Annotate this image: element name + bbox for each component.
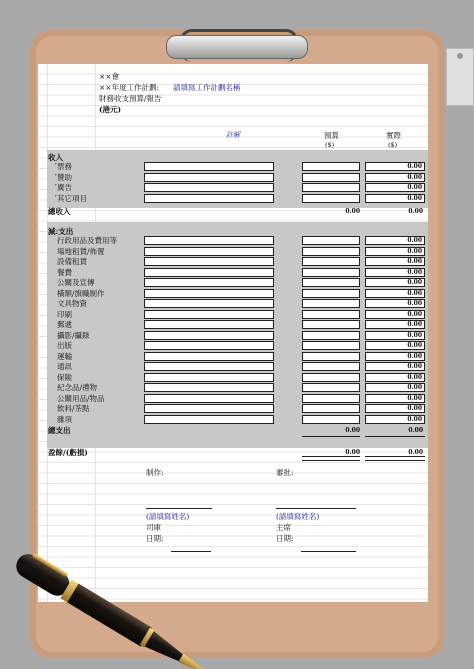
plan-prefix: ××年度工作計劃: xyxy=(99,83,160,92)
expense-budget-cell[interactable] xyxy=(302,341,360,350)
expense-actual-value: 0.00 xyxy=(407,373,422,381)
expense-budget-cell[interactable] xyxy=(302,289,360,298)
expense-budget-cell[interactable] xyxy=(302,268,360,277)
expense-budget-cell[interactable] xyxy=(302,383,360,392)
expense-actual-value: 0.00 xyxy=(407,394,422,402)
income-remark-cell[interactable] xyxy=(144,173,274,182)
currency-label: (港元) xyxy=(99,105,122,114)
role-treasurer: 司庫 xyxy=(146,523,161,532)
expense-remark-cell[interactable] xyxy=(144,320,274,329)
expense-budget-cell[interactable] xyxy=(302,247,360,256)
expense-remark-cell[interactable] xyxy=(144,404,274,413)
expense-budget-cell[interactable] xyxy=(302,320,360,329)
surplus-budget: 0.00 xyxy=(345,449,360,456)
expense-budget-cell[interactable] xyxy=(302,236,360,245)
expense-remark-cell[interactable] xyxy=(144,268,274,277)
report-title: 財務收支預算/報告 xyxy=(99,94,162,103)
income-heading: 收入 xyxy=(48,153,63,162)
expense-actual-value: 0.00 xyxy=(407,237,422,244)
expense-total-label: 總支出 xyxy=(48,426,71,435)
expense-actual-value: 0.00 xyxy=(407,342,422,349)
income-actual-value: 0.00 xyxy=(407,194,422,202)
budget-header: 預算 xyxy=(324,131,339,140)
expense-budget-cell[interactable] xyxy=(302,404,360,413)
date-right-line xyxy=(301,551,356,552)
expense-item-label: 郵遞 xyxy=(57,320,72,329)
surplus-budget-rule xyxy=(302,456,360,461)
date-left-line xyxy=(171,551,211,552)
surplus-actual-rule xyxy=(365,456,425,461)
expense-item-label: 公關用品/物品 xyxy=(57,393,105,403)
remark-header: 註解 xyxy=(226,131,240,139)
expense-item-label: 文具物資 xyxy=(57,299,87,308)
expense-actual-value: 0.00 xyxy=(407,363,422,370)
expense-item-label: 餐費 xyxy=(57,267,72,277)
income-actual-value: 0.00 xyxy=(407,163,422,170)
expense-item-label: 紀念品/禮物 xyxy=(57,383,98,392)
prepared-name-field[interactable]: (請填寫姓名) xyxy=(146,512,190,521)
income-remark-cell[interactable] xyxy=(144,183,274,192)
expense-item-label: 運輸 xyxy=(57,351,72,361)
actual-unit: ($) xyxy=(388,141,398,149)
income-budget-cell[interactable] xyxy=(302,194,360,203)
expense-actual-value: 0.00 xyxy=(407,300,422,307)
expense-remark-cell[interactable] xyxy=(144,415,274,424)
expense-item-label: 雜項 xyxy=(57,414,72,424)
expense-remark-cell[interactable] xyxy=(144,299,274,308)
income-remark-cell[interactable] xyxy=(144,162,274,171)
expense-total-budget-rule xyxy=(302,436,360,437)
expense-heading: 減:支出 xyxy=(48,227,74,236)
expense-item-label: 設備租賃 xyxy=(57,257,87,266)
income-actual-value: 0.00 xyxy=(407,173,422,181)
income-total-label: 總收入 xyxy=(48,207,71,216)
approved-signature-line xyxy=(276,508,356,509)
prepared-signature-line xyxy=(146,508,212,509)
expense-item-label: 飲料/茶點 xyxy=(57,404,90,413)
income-budget-cell[interactable] xyxy=(302,162,360,171)
surplus-actual: 0.00 xyxy=(408,449,423,456)
expense-budget-cell[interactable] xyxy=(302,362,360,371)
expense-remark-cell[interactable] xyxy=(144,373,274,382)
expense-total-actual: 0.00 xyxy=(408,427,423,434)
expense-remark-cell[interactable] xyxy=(144,257,274,266)
expense-remark-cell[interactable] xyxy=(144,289,274,298)
expense-item-label: 公關及宣傳 xyxy=(57,278,95,287)
expense-remark-cell[interactable] xyxy=(144,236,274,245)
income-budget-cell[interactable] xyxy=(302,183,360,192)
expense-item-label: 場地租賃/佈置 xyxy=(57,246,105,256)
expense-item-label: 攝影/攝錄 xyxy=(57,330,90,340)
income-item-label: 其它項目 xyxy=(57,193,87,203)
approved-name-field[interactable]: (請填寫姓名) xyxy=(276,512,320,521)
expense-actual-value: 0.00 xyxy=(407,268,422,276)
expense-budget-cell[interactable] xyxy=(302,331,360,340)
expense-budget-cell[interactable] xyxy=(302,415,360,424)
expense-item-label: 保險 xyxy=(57,372,72,382)
expense-budget-cell[interactable] xyxy=(302,394,360,403)
expense-remark-cell[interactable] xyxy=(144,247,274,256)
expense-remark-cell[interactable] xyxy=(144,383,274,392)
expense-remark-cell[interactable] xyxy=(144,310,274,319)
expense-actual-value: 0.00 xyxy=(407,384,422,391)
actual-header: 實際 xyxy=(386,131,401,140)
expense-actual-value: 0.00 xyxy=(407,247,422,255)
income-total-actual: 0.00 xyxy=(408,208,423,215)
expense-actual-value: 0.00 xyxy=(407,289,422,297)
prepared-by-label: 制作: xyxy=(146,468,164,477)
expense-remark-cell[interactable] xyxy=(144,352,274,361)
org-name: ××會 xyxy=(99,72,120,81)
expense-total-budget: 0.00 xyxy=(345,427,360,434)
expense-item-label: 出版 xyxy=(57,341,72,350)
expense-actual-value: 0.00 xyxy=(407,310,422,318)
income-budget-cell[interactable] xyxy=(302,173,360,182)
role-chairman: 主席 xyxy=(276,523,291,532)
expense-remark-cell[interactable] xyxy=(144,341,274,350)
budget-sheet xyxy=(38,64,428,602)
expense-item-label: 行政用品及費用等 xyxy=(57,236,117,245)
income-item-label: 票務 xyxy=(57,162,72,171)
clipboard-clip xyxy=(166,29,306,63)
expense-actual-value: 0.00 xyxy=(407,331,422,339)
income-remark-cell[interactable] xyxy=(144,194,274,203)
income-item-label: 贊助 xyxy=(57,172,72,182)
income-item-label: 廣告 xyxy=(57,183,72,192)
expense-actual-value: 0.00 xyxy=(407,258,422,265)
expense-total-actual-rule xyxy=(365,436,425,437)
income-total-budget: 0.00 xyxy=(345,208,360,215)
expense-actual-value: 0.00 xyxy=(407,405,422,412)
expense-remark-cell[interactable] xyxy=(144,278,274,287)
expense-budget-cell[interactable] xyxy=(302,299,360,308)
expense-actual-value: 0.00 xyxy=(407,321,422,328)
expense-budget-cell[interactable] xyxy=(302,257,360,266)
expense-actual-value: 0.00 xyxy=(407,415,422,423)
expense-budget-cell[interactable] xyxy=(302,352,360,361)
expense-budget-cell[interactable] xyxy=(302,310,360,319)
date-left-label: 日期: xyxy=(146,534,164,543)
expense-actual-value: 0.00 xyxy=(407,279,422,286)
expense-remark-cell[interactable] xyxy=(144,394,274,403)
budget-unit: ($) xyxy=(325,141,335,149)
expense-remark-cell[interactable] xyxy=(144,362,274,371)
expense-item-label: 印刷 xyxy=(57,309,72,319)
plan-name-field[interactable]: 請填寫工作計劃名稱 xyxy=(173,83,241,92)
income-actual-value: 0.00 xyxy=(407,184,422,191)
expense-item-label: 橫額/旗幟制作 xyxy=(57,288,105,298)
approved-by-label: 審批: xyxy=(276,468,294,477)
expense-budget-cell[interactable] xyxy=(302,373,360,382)
expense-actual-value: 0.00 xyxy=(407,352,422,360)
expense-remark-cell[interactable] xyxy=(144,331,274,340)
hang-tag-icon xyxy=(446,48,474,106)
surplus-label: 盈餘/(虧損) xyxy=(48,448,88,457)
expense-budget-cell[interactable] xyxy=(302,278,360,287)
date-right-label: 日期: xyxy=(276,534,294,543)
expense-item-label: 通訊 xyxy=(57,362,72,371)
